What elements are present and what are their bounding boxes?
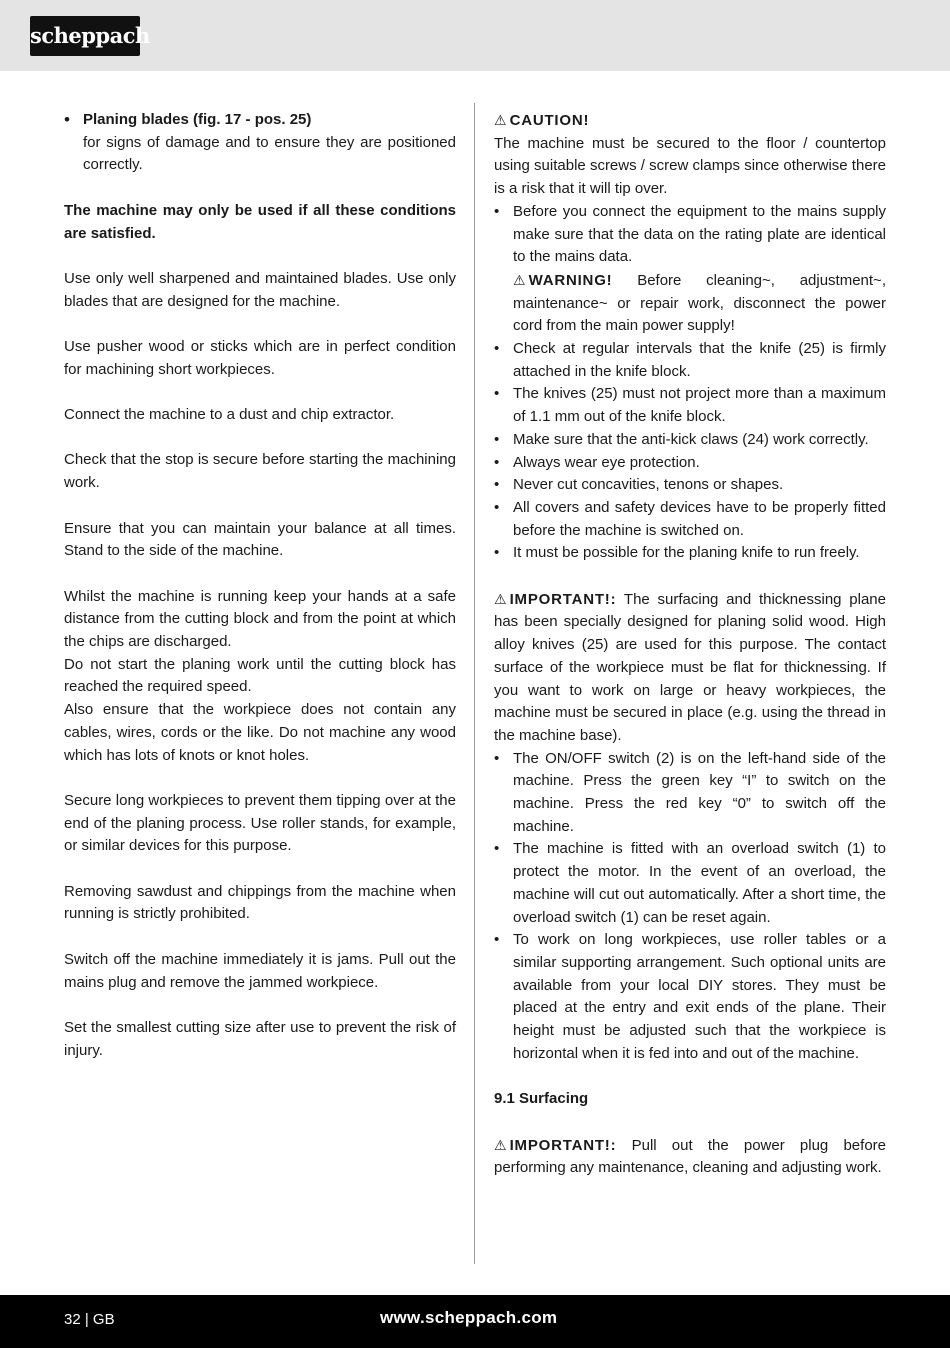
list-item: • All covers and safety devices have to be properly fitted before the machine is switched on. — [494, 497, 886, 542]
list-item: • To work on long workpieces, use roller tables or a similar supporting arrangement. Such optional units are available from your local DIY stores. They must be placed at the entry and exit ends of the plane. Their height must be adjusted such that the workpiece is horizontal when it is fed into and out of the machine. — [494, 929, 886, 1065]
bullet-text: for signs of damage and to ensure they are positioned correctly. — [83, 133, 456, 174]
list-item-text: Before you connect the equipment to the mains supply make sure that the data on the rating plate are identical to the mains data. — [513, 202, 886, 266]
important-text: Pull out the power plug before performing any maintenance, cleaning and adjusting work. — [494, 1136, 886, 1177]
list-item: • The ON/OFF switch (2) is on the left-hand side of the machine. Press the green key “I” to switch on the machine. Press the red key “0” to switch off the machine. — [494, 748, 886, 839]
bullet-planing-blades — [64, 109, 456, 177]
left-column — [64, 109, 456, 1085]
page-footer — [0, 1295, 950, 1348]
right-column — [494, 109, 886, 1203]
list-item: • Check at regular intervals that the knife (25) is firmly attached in the knife block. — [494, 338, 886, 383]
caution-heading — [494, 109, 886, 133]
paragraph-long-workpieces: Secure long workpieces to prevent them tipping over at the end of the planing process. Use roller stands, for example, or similar devices for this purpose. — [64, 791, 456, 855]
caution-text: The machine must be secured to the floor / countertop using suitable screws / screw clamps since otherwise there is a risk that it will tip over. — [494, 134, 886, 198]
paragraph-stop: Check that the stop is secure before starting the machining work. — [64, 451, 456, 492]
warning-triangle-icon: ⚠ — [494, 112, 507, 128]
paragraph-pusher: Use pusher wood or sticks which are in perfect condition for machining short workpieces. — [64, 337, 456, 378]
list-item: • Never cut concavities, tenons or shapes. — [494, 474, 886, 497]
warning-triangle-icon: ⚠ — [494, 590, 507, 607]
paragraph-blades: Use only well sharpened and maintained blades. Use only blades that are designed for the machine. — [64, 269, 456, 310]
paragraph-balance: Ensure that you can maintain your balance at all times. Stand to the side of the machine. — [64, 519, 456, 560]
important-note-surfacing — [494, 1134, 886, 1180]
list-item: • The knives (25) must not project more than a maximum of 1.1 mm out of the knife block. — [494, 383, 886, 428]
page-number: 32 | GB — [64, 1311, 115, 1328]
paragraph-sawdust: Removing sawdust and chippings from the machine when running is strictly prohibited. — [64, 882, 456, 923]
warning-text: Before cleaning~, adjustment~, maintenance~ or repair work, disconnect the power cord from the main power supply! — [513, 271, 886, 335]
list-item: • Always wear eye protection. — [494, 452, 886, 475]
list-item: • Make sure that the anti-kick claws (24) work correctly. — [494, 429, 886, 452]
paragraph-cutting-size: Set the smallest cutting size after use to prevent the risk of injury. — [64, 1018, 456, 1059]
important-label: IMPORTANT!: — [509, 590, 617, 608]
paragraph-jams: Switch off the machine immediately it is jams. Pull out the mains plug and remove the jammed workpiece. — [64, 950, 456, 991]
list-item: • The machine is fitted with an overload switch (1) to protect the motor. In the event of an overload, the machine will cut out automatically. After a short time, the overload switch (1) can be reset again. — [494, 838, 886, 929]
website-link[interactable]: www.scheppach.com — [380, 1308, 558, 1327]
column-divider — [474, 103, 475, 1264]
paragraph-speed: Do not start the planing work until the cutting block has reached the required speed. — [64, 655, 456, 696]
warning-triangle-icon: ⚠ — [494, 1136, 507, 1153]
important-text: The surfacing and thicknessing plane has been specially designed for planing solid wood. High alloy knives (25) are used for this purpose. The contact surface of the workpiece must be flat for thicknessing. If you want to work on large or heavy workpieces, the machine must be secured in place (e.g. using the thread in the machine base). — [494, 590, 886, 744]
page-header — [0, 0, 950, 71]
warning-label: WARNING! — [528, 271, 613, 289]
conditions-note: The machine may only be used if all these conditions are satisfied. — [64, 201, 456, 242]
warning-triangle-icon: ⚠ — [513, 271, 526, 288]
section-heading: 9.1 Surfacing — [494, 1090, 589, 1108]
caution-label: CAUTION! — [509, 112, 590, 129]
bullet-title: Planing blades (fig. 17 - pos. 25) — [83, 111, 312, 128]
important-note — [494, 588, 886, 748]
list-item: • It must be possible for the planing knife to run freely. — [494, 542, 886, 565]
paragraph-cables: Also ensure that the workpiece does not contain any cables, wires, cords or the like. Do not machine any wood which has lots of knots or knot holes. — [64, 701, 456, 764]
scheppach-logo: scheppach — [30, 16, 140, 56]
important-label: IMPORTANT!: — [509, 1136, 617, 1154]
paragraph-hands: Whilst the machine is running keep your hands at a safe distance from the cutting block and from the point at which the chips are discharged. — [64, 587, 456, 651]
list-item — [494, 201, 886, 338]
paragraph-extractor: Connect the machine to a dust and chip extractor. — [64, 406, 395, 424]
